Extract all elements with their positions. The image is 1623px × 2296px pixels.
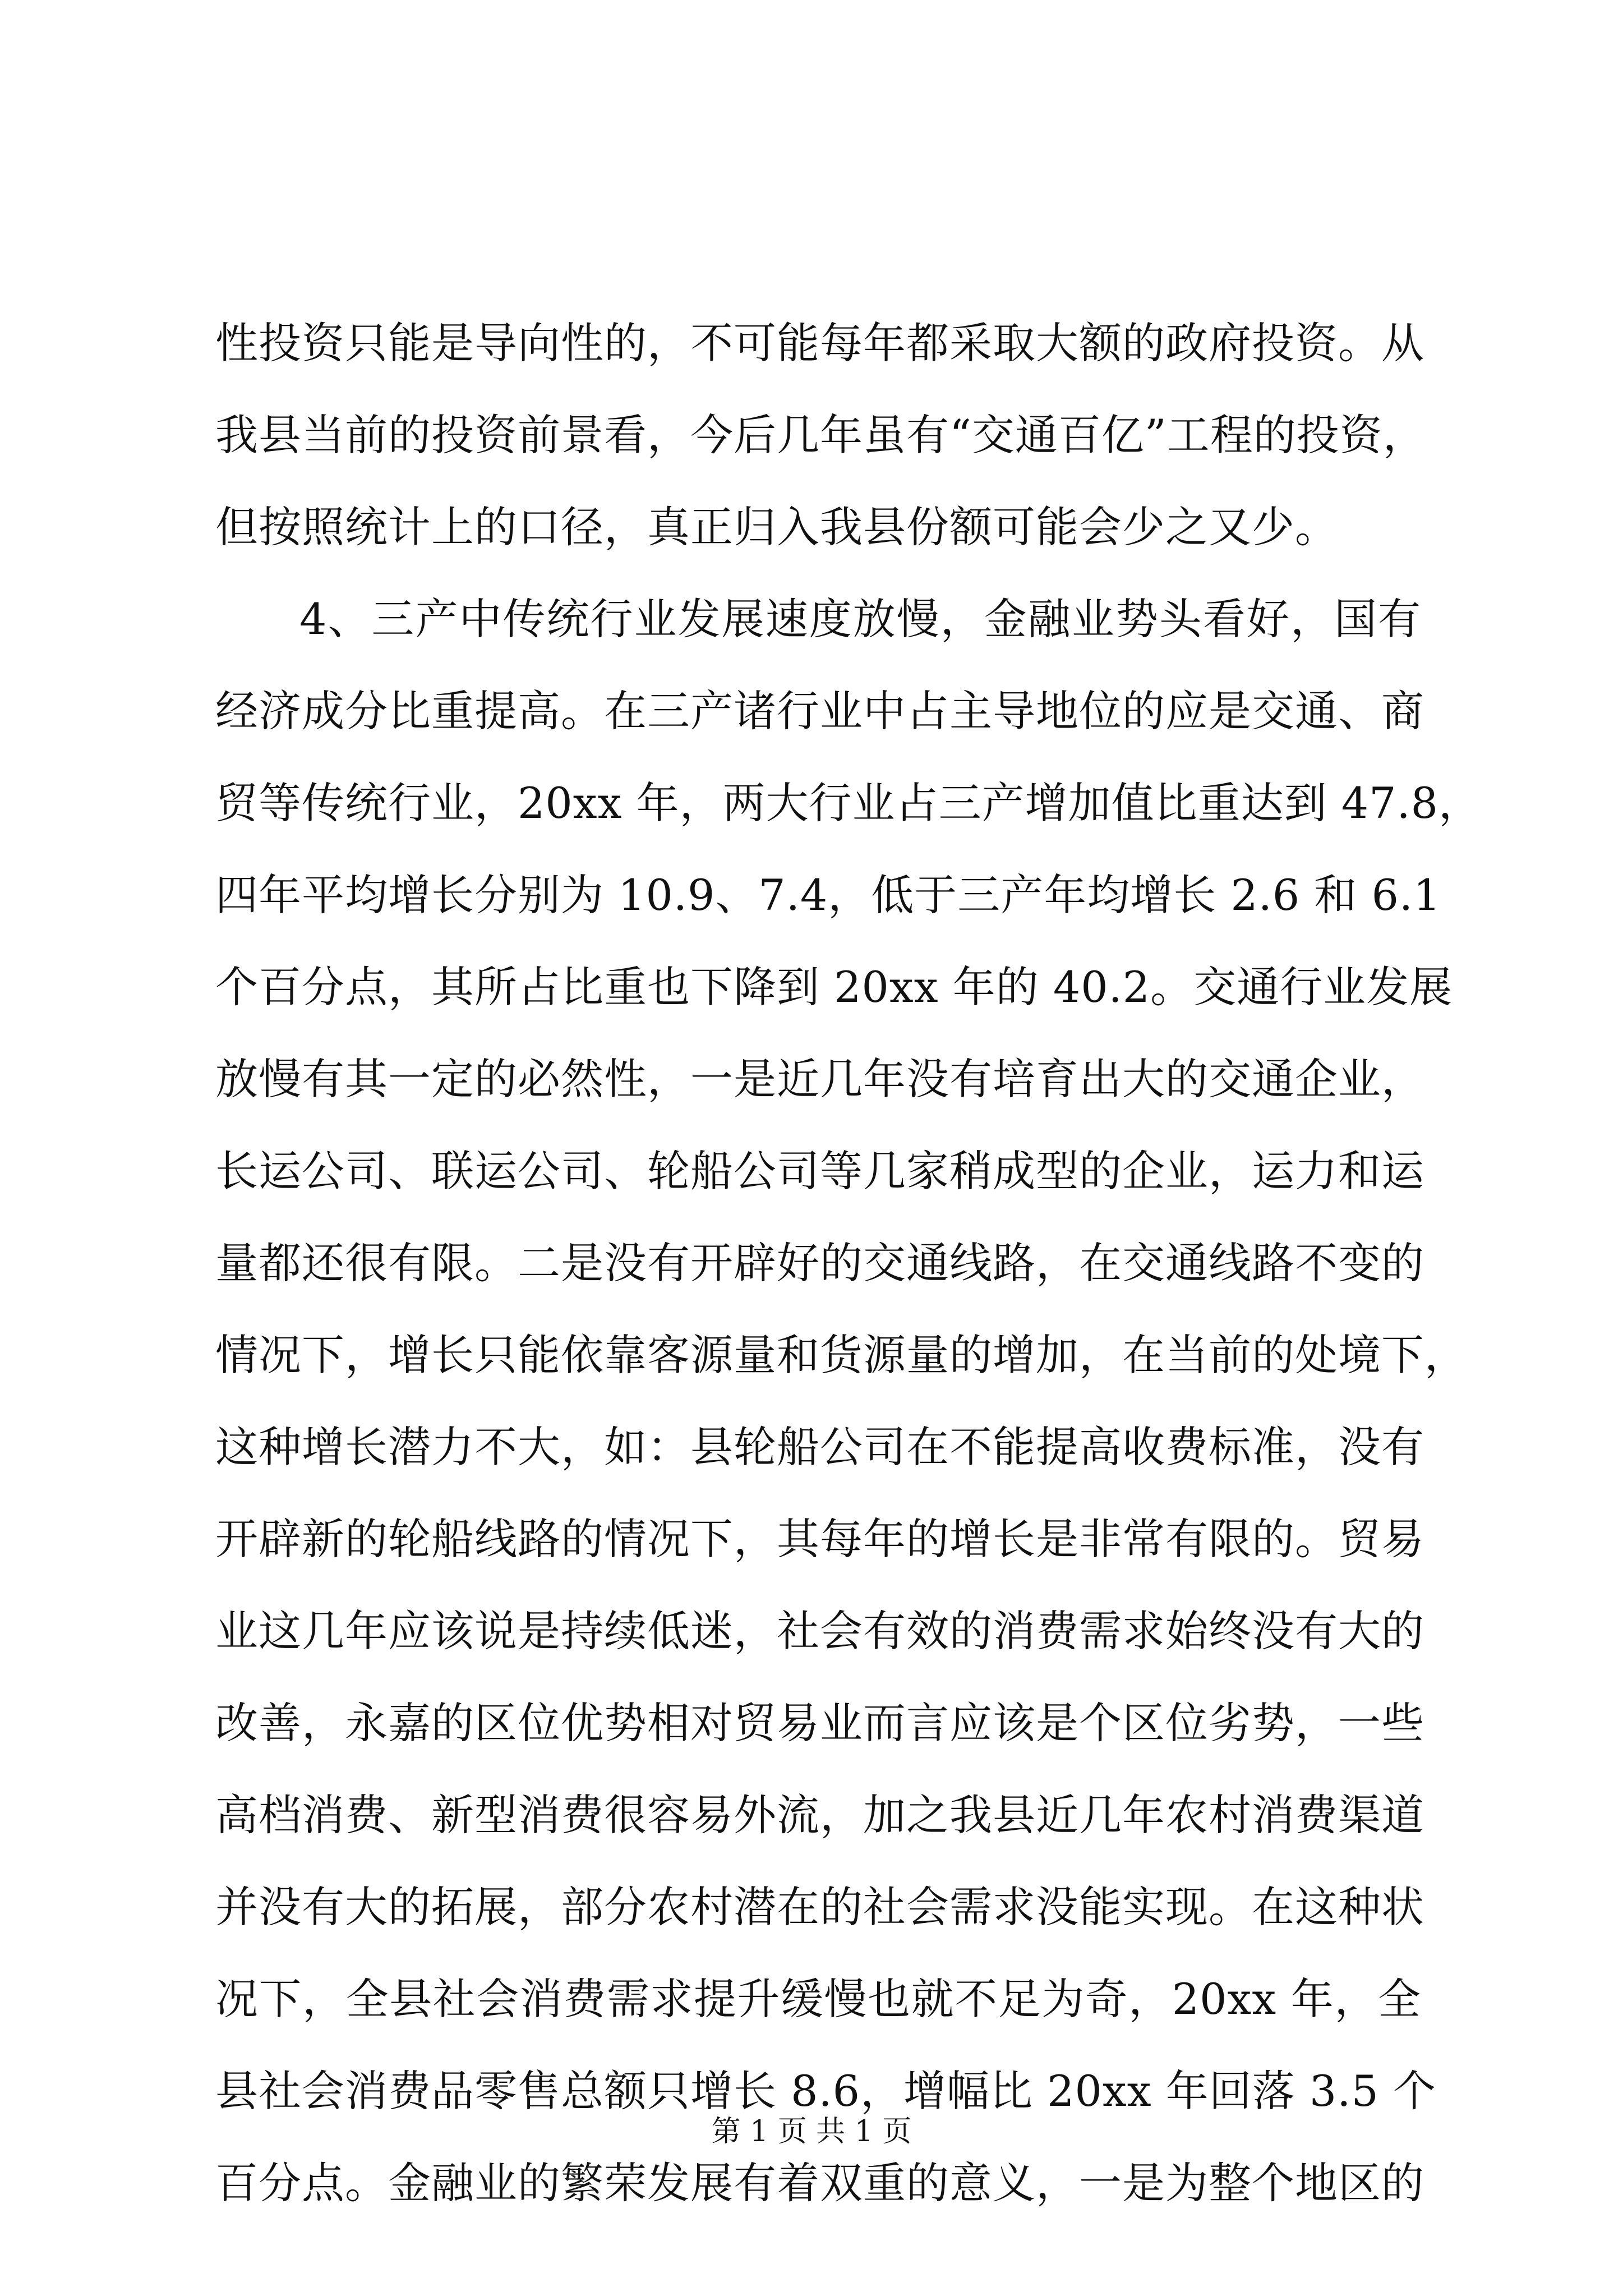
text-line: 性投资只能是导向性的，不可能每年都采取大额的政府投资。从 — [215, 318, 1424, 368]
text-line: 长运公司、联运公司、轮船公司等几家稍成型的企业，运力和运 — [215, 1146, 1424, 1196]
text-line: 情况下，增长只能依靠客源量和货源量的增加，在当前的处境下， — [215, 1330, 1468, 1380]
text-line: 4、三产中传统行业发展速度放慢，金融业势头看好，国有 — [299, 594, 1421, 644]
body-text — [215, 297, 1482, 2229]
text-line: 开辟新的轮船线路的情况下，其每年的增长是非常有限的。贸易 — [215, 1514, 1424, 1564]
text-line: 改善，永嘉的区位优势相对贸易业而言应该是个区位劣势，一些 — [215, 1698, 1424, 1748]
text-line: 贸等传统行业，20xx 年，两大行业占三产增加值比重达到 47.8， — [215, 778, 1482, 828]
text-line: 个百分点，其所占比重也下降到 20xx 年的 40.2。交通行业发展 — [215, 962, 1453, 1012]
text-line: 放慢有其一定的必然性，一是近几年没有培育出大的交通企业， — [215, 1054, 1424, 1104]
text-line: 业这几年应该说是持续低迷，社会有效的消费需求始终没有大的 — [215, 1606, 1424, 1656]
text-line: 百分点。金融业的繁荣发展有着双重的意义，一是为整个地区的 — [215, 2158, 1424, 2208]
text-line: 县社会消费品零售总额只增长 8.6，增幅比 20xx 年回落 3.5 个 — [215, 2066, 1436, 2116]
text-line: 四年平均增长分别为 10.9、7.4，低于三产年均增长 2.6 和 6.1 — [215, 870, 1441, 920]
text-line: 况下，全县社会消费需求提升缓慢也就不足为奇，20xx 年，全 — [215, 1974, 1421, 2024]
text-line: 但按照统计上的口径，真正归入我县份额可能会少之又少。 — [215, 502, 1338, 552]
page-number: 第 1 页 共 1 页 — [711, 2115, 912, 2148]
text-line: 高档消费、新型消费很容易外流，加之我县近几年农村消费渠道 — [215, 1790, 1424, 1840]
text-line: 并没有大的拓展，部分农村潜在的社会需求没能实现。在这种状 — [215, 1882, 1424, 1932]
text-line: 这种增长潜力不大，如：县轮船公司在不能提高收费标准，没有 — [215, 1422, 1424, 1472]
text-line: 经济成分比重提高。在三产诸行业中占主导地位的应是交通、商 — [215, 686, 1424, 736]
page-footer — [0, 2112, 1623, 2151]
text-line: 量都还很有限。二是没有开辟好的交通线路，在交通线路不变的 — [215, 1238, 1424, 1288]
text-line: 我县当前的投资前景看，今后几年虽有“交通百亿”工程的投资， — [215, 410, 1426, 460]
